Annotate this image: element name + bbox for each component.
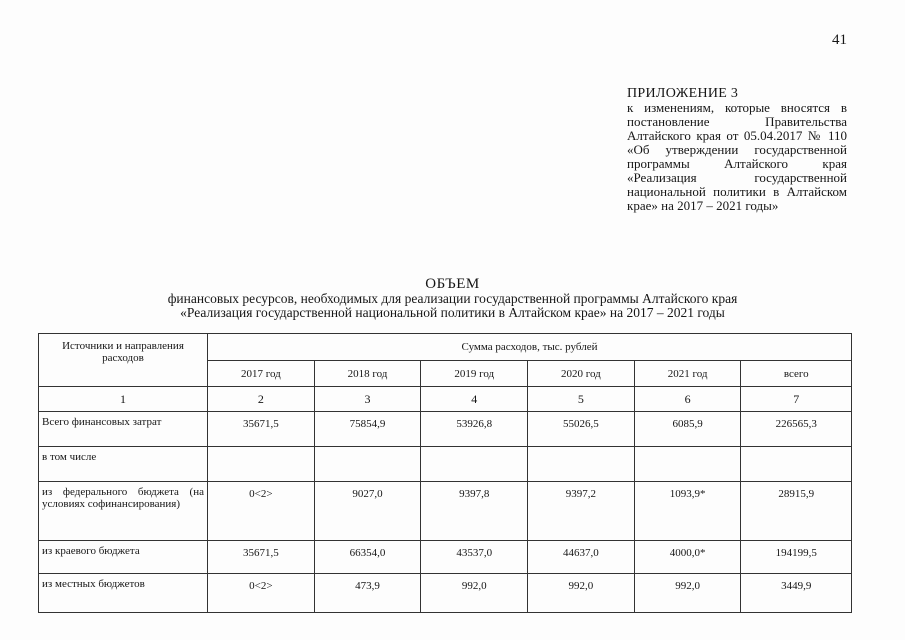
cell-value: 226565,3 [741, 412, 852, 447]
cell-value: 44637,0 [528, 541, 635, 574]
appendix-block [627, 87, 847, 213]
cell-value: 35671,5 [208, 541, 315, 574]
header-source: Источники и направления расходов [39, 334, 208, 387]
cell-value: 194199,5 [741, 541, 852, 574]
row-label: в том числе [39, 447, 208, 482]
table-row [39, 447, 852, 482]
cell-value: 9397,8 [421, 482, 528, 541]
header-year: 2017 год [208, 361, 315, 387]
financial-table [38, 333, 852, 613]
table-row [39, 574, 852, 613]
row-label: Всего финансовых затрат [39, 412, 208, 447]
document-heading [0, 277, 905, 321]
cell-value: 3449,9 [741, 574, 852, 613]
cell-value: 4000,0* [634, 541, 741, 574]
cell-value: 0<2> [208, 482, 315, 541]
table-row [39, 482, 852, 541]
appendix-title: ПРИЛОЖЕНИЕ 3 [627, 86, 739, 101]
column-number: 4 [421, 387, 528, 412]
header-year: 2019 год [421, 361, 528, 387]
cell-value: 992,0 [634, 574, 741, 613]
cell-value [634, 447, 741, 482]
table-row [39, 412, 852, 447]
cell-value: 43537,0 [421, 541, 528, 574]
cell-value: 53926,8 [421, 412, 528, 447]
column-number: 3 [314, 387, 421, 412]
cell-value: 6085,9 [634, 412, 741, 447]
cell-value: 55026,5 [528, 412, 635, 447]
cell-value: 66354,0 [314, 541, 421, 574]
cell-value: 28915,9 [741, 482, 852, 541]
column-number: 5 [528, 387, 635, 412]
cell-value: 9397,2 [528, 482, 635, 541]
column-number: 2 [208, 387, 315, 412]
header-sum: Сумма расходов, тыс. рублей [208, 334, 852, 361]
cell-value [741, 447, 852, 482]
cell-value: 35671,5 [208, 412, 315, 447]
heading-line-2: «Реализация государственной национальной политики в Алтайском крае» на 2017 – 2021 годы [180, 305, 725, 320]
cell-value: 992,0 [528, 574, 635, 613]
column-number: 7 [741, 387, 852, 412]
cell-value: 992,0 [421, 574, 528, 613]
cell-value: 9027,0 [314, 482, 421, 541]
heading-title: ОБЪЕМ [425, 276, 480, 292]
header-year: 2020 год [528, 361, 635, 387]
table-row [39, 541, 852, 574]
row-label: из краевого бюджета [39, 541, 208, 574]
page-number: 41 [832, 32, 847, 48]
appendix-text: к изменениям, которые вносятся в постановление Правительства Алтайского края от 05.04.2017 № 110 «Об утверждении государственной программы Алтайского края «Реализация государственной национальной политики в Алтайском крае» на 2017 – 2021 годы» [627, 100, 847, 213]
column-number: 6 [634, 387, 741, 412]
cell-value: 75854,9 [314, 412, 421, 447]
column-number: 1 [39, 387, 208, 412]
header-year: 2021 год [634, 361, 741, 387]
header-total: всего [741, 361, 852, 387]
header-year: 2018 год [314, 361, 421, 387]
cell-value [528, 447, 635, 482]
cell-value: 473,9 [314, 574, 421, 613]
cell-value [421, 447, 528, 482]
cell-value: 1093,9* [634, 482, 741, 541]
row-label: из местных бюджетов [39, 574, 208, 613]
cell-value [208, 447, 315, 482]
cell-value [314, 447, 421, 482]
cell-value: 0<2> [208, 574, 315, 613]
heading-line-1: финансовых ресурсов, необходимых для реализации государственной программы Алтайского края [167, 290, 738, 306]
row-label: из федерального бюджета (на условиях софинансирования) [39, 482, 208, 541]
